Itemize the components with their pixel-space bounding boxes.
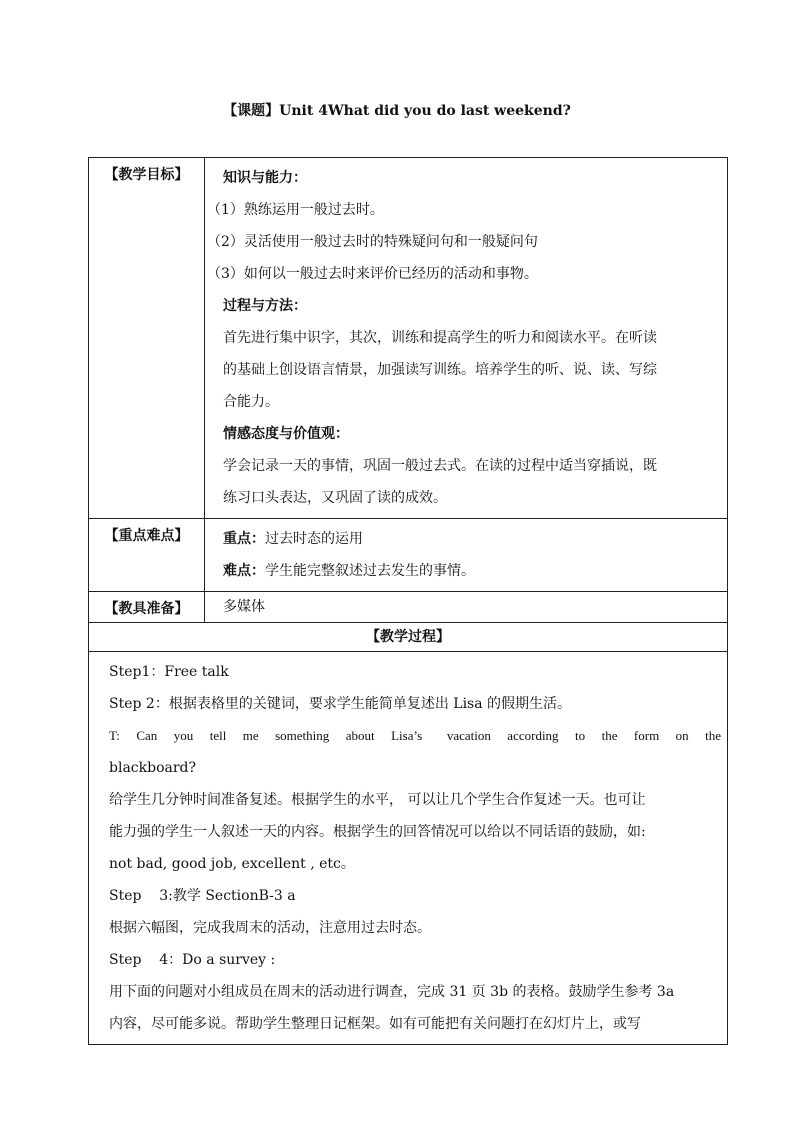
- difficulty-text: 学生能完整叙述过去发生的事情。: [265, 563, 475, 579]
- process-row: [89, 652, 728, 1045]
- attitude-heading: 情感态度与价值观：: [223, 426, 349, 442]
- objectives-label: 【教学目标】: [89, 158, 205, 519]
- process-content: [89, 652, 728, 1045]
- attitude-line: 学会记录一天的事情，巩固一般过去式。在读的过程中适当穿插说，既: [223, 458, 657, 474]
- method-heading: 过程与方法：: [223, 298, 307, 314]
- attitude-line: 练习口头表达，又巩固了读的成效。: [223, 490, 447, 506]
- method-line: 的基础上创设语言情景，加强读写训练。培养学生的听、说、读、写综: [223, 362, 657, 378]
- method-line: 合能力。: [223, 394, 279, 410]
- page-title: 【课题】Unit 4What did you do last weekend?: [223, 103, 571, 119]
- objective-item: （2）灵活使用一般过去时的特殊疑问句和一般疑问句: [207, 234, 538, 250]
- process-line: 用下面的问题对小组成员在周末的活动进行调查，完成 31 页 3b 的表格。鼓励学生参考 3a: [109, 984, 675, 1000]
- materials-content: [205, 592, 728, 623]
- key-point-text: 过去时态的运用: [265, 531, 363, 547]
- process-line: 根据六幅图，完成我周末的活动，注意用过去时态。: [109, 920, 431, 936]
- knowledge-heading: 知识与能力：: [223, 170, 307, 186]
- process-line: blackboard?: [109, 760, 197, 776]
- process-line: Step 3:教学 SectionB-3 a: [109, 888, 296, 904]
- materials-label: 【教具准备】: [89, 592, 205, 623]
- process-line: Step 2：根据表格里的关键词，要求学生能简单复述出 Lisa 的假期生活。: [109, 696, 572, 712]
- process-header-row: [89, 623, 728, 652]
- process-line: T: Can you tell me something about Lisa’s vacation according to the form on the: [109, 728, 721, 743]
- objective-item: （3）如何以一般过去时来评价已经历的活动和事物。: [207, 266, 538, 282]
- objectives-row: [89, 158, 728, 519]
- process-line: Step1：Free talk: [109, 664, 229, 680]
- key-points-label: 【重点难点】: [89, 519, 205, 592]
- difficulty-label: 难点：: [223, 563, 265, 579]
- key-point-line: [219, 523, 719, 555]
- materials-text: 多媒体: [223, 599, 265, 615]
- process-line: 给学生几分钟时间准备复述。根据学生的水平， 可以让几个学生合作复述一天。也可让: [109, 792, 646, 808]
- process-header: 【教学过程】: [89, 623, 728, 652]
- difficulty-line: [219, 555, 719, 587]
- method-line: 首先进行集中识字，其次，训练和提高学生的听力和阅读水平。在听读: [223, 330, 657, 346]
- objective-item: （1）熟练运用一般过去时。: [207, 202, 384, 218]
- process-line: 能力强的学生一人叙述一天的内容。根据学生的回答情况可以给以不同话语的鼓励，如:: [109, 824, 646, 840]
- lesson-plan-table: [88, 157, 728, 1045]
- process-line: 内容，尽可能多说。帮助学生整理日记框架。如有可能把有关问题打在幻灯片上，或写: [109, 1016, 641, 1032]
- key-points-row: [89, 519, 728, 592]
- key-point-label: 重点：: [223, 531, 265, 547]
- process-line: Step 4：Do a survey :: [109, 952, 276, 968]
- objectives-content: [205, 158, 728, 519]
- materials-row: [89, 592, 728, 623]
- process-line: not bad, good job, excellent , etc。: [109, 856, 355, 872]
- key-points-content: [205, 519, 728, 592]
